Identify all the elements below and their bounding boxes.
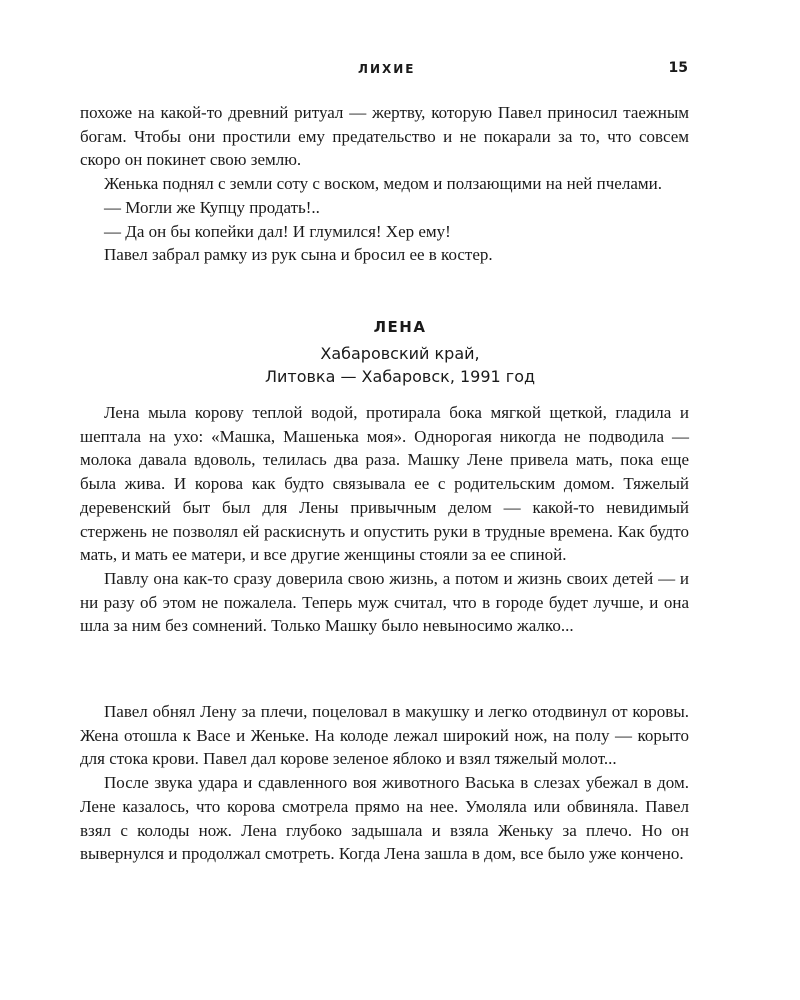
paragraph: похоже на какой-то древний ритуал — жертву, которую Павел приносил таежным богам. Чтобы они простили ему предательство и не покарали за то, что совсем скоро он покинет свою землю. [80, 103, 689, 170]
running-title: ЛИХИЕ [358, 62, 416, 76]
paragraph: Женька поднял с земли соту с воском, медом и ползающими на ней пчелами. [104, 174, 662, 194]
text-block-chapter-opening [80, 401, 689, 638]
running-head [0, 62, 800, 82]
paragraph: Павел забрал рамку из рук сына и бросил ее в костер. [104, 245, 493, 265]
chapter-route-year: Литовка — Хабаровск, 1991 год [264, 367, 536, 386]
paragraph: Павлу она как-то сразу доверила свою жизнь, а потом и жизнь своих детей — и ни разу об этом не пожалела. Теперь муж считал, что в городе будет лучше, и она шла за ним без сомнений. Только Машку было невыносимо жалко... [80, 568, 689, 636]
dialogue-line: — Могли же Купцу продать!.. [104, 197, 320, 217]
chapter-title: ЛЕНА [373, 318, 427, 336]
paragraph: Павел обнял Лену за плечи, поцеловал в макушку и легко отодвинул от коровы. Жена отошла к Васе и Женьке. На колоде лежал широкий нож, на полу — корыто для стока крови. Павел дал корове зеленое яблоко и взял тяжелый молот... [80, 702, 689, 769]
text-block-scene [80, 700, 689, 866]
paragraph: После звука удара и сдавленного воя животного Васька в слезах убежал в дом. Лене казалось, что корова смотрела прямо на нее. Умоляла или обвиняла. Павел взял с колоды нож. Лена глубоко задышала и взяла Женьку за плечо. Но он вывернулся и продолжал смотреть. Когда Лена зашла в дом, все было уже кончено. [80, 773, 689, 864]
paragraph: Лена мыла корову теплой водой, протирала бока мягкой щеткой, гладила и шептала на ухо: «Машка, Машенька моя». Однорогая никогда не подводила — молока давала вдоволь, телилась два раза. Машку Лене привела мать, пока еще была жива. И корова как будто связывала ее с родительским домом. Тяжелый деревенский быт был для Лены привычным делом — какой-то невидимый стержень не позволял ей раскиснуть и опустить руки в трудные времена. Как будто мать, и мать ее матери, и все другие женщины стояли за ее спиной. [80, 403, 689, 565]
chapter-location: Хабаровский край, [320, 344, 480, 363]
dialogue-line: — Да он бы копейки дал! И глумился! Хер ему! [104, 221, 451, 241]
text-block-continuation [80, 101, 689, 267]
page-number: 15 [668, 60, 688, 76]
